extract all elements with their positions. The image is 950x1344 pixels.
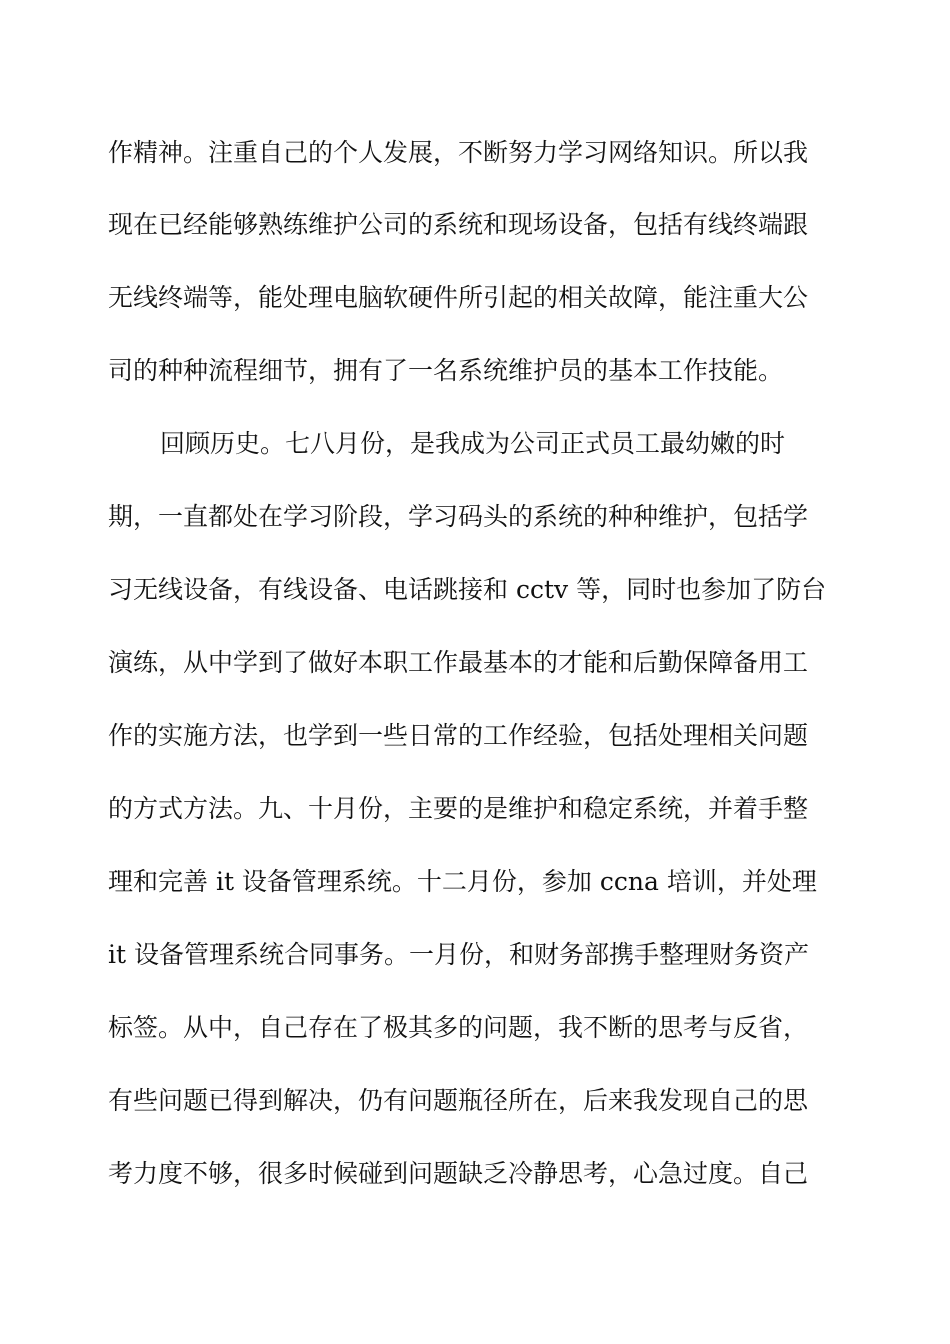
text-line-8: 演练，从中学到了做好本职工作最基本的才能和后勤保障备用工	[108, 648, 809, 677]
text-line-15: 考力度不够，很多时候碰到问题缺乏冷静思考，心急过度。自己	[108, 1159, 809, 1188]
text-line-4: 司的种种流程细节，拥有了一名系统维护员的基本工作技能。	[108, 356, 784, 385]
text-line-1: 作精神。注重自己的个人发展，不断努力学习网络知识。所以我	[108, 138, 809, 167]
text-line-12: it 设备管理系统合同事务。一月份，和财务部携手整理财务资产	[108, 940, 809, 969]
text-line-9: 作的实施方法，也学到一些日常的工作经验，包括处理相关问题	[108, 721, 809, 750]
paragraph-start-line: 回顾历史。七八月份，是我成为公司正式员工最幼嫩的时	[160, 429, 786, 458]
text-line-13: 标签。从中，自己存在了极其多的问题，我不断的思考与反省，	[108, 1013, 809, 1042]
text-line-10: 的方式方法。九、十月份，主要的是维护和稳定系统，并着手整	[108, 794, 809, 823]
text-line-14: 有些问题已得到解决，仍有问题瓶径所在，后来我发现自己的思	[108, 1086, 809, 1115]
text-line-3: 无线终端等，能处理电脑软硬件所引起的相关故障，能注重大公	[108, 283, 809, 312]
text-line-2: 现在已经能够熟练维护公司的系统和现场设备，包括有线终端跟	[108, 210, 809, 239]
text-line-11: 理和完善 it 设备管理系统。十二月份，参加 ccna 培训，并处理	[108, 867, 817, 896]
text-line-6: 期，一直都处在学习阶段，学习码头的系统的种种维护，包括学	[108, 502, 809, 531]
text-line-7: 习无线设备，有线设备、电话跳接和 cctv 等，同时也参加了防台	[108, 575, 827, 604]
